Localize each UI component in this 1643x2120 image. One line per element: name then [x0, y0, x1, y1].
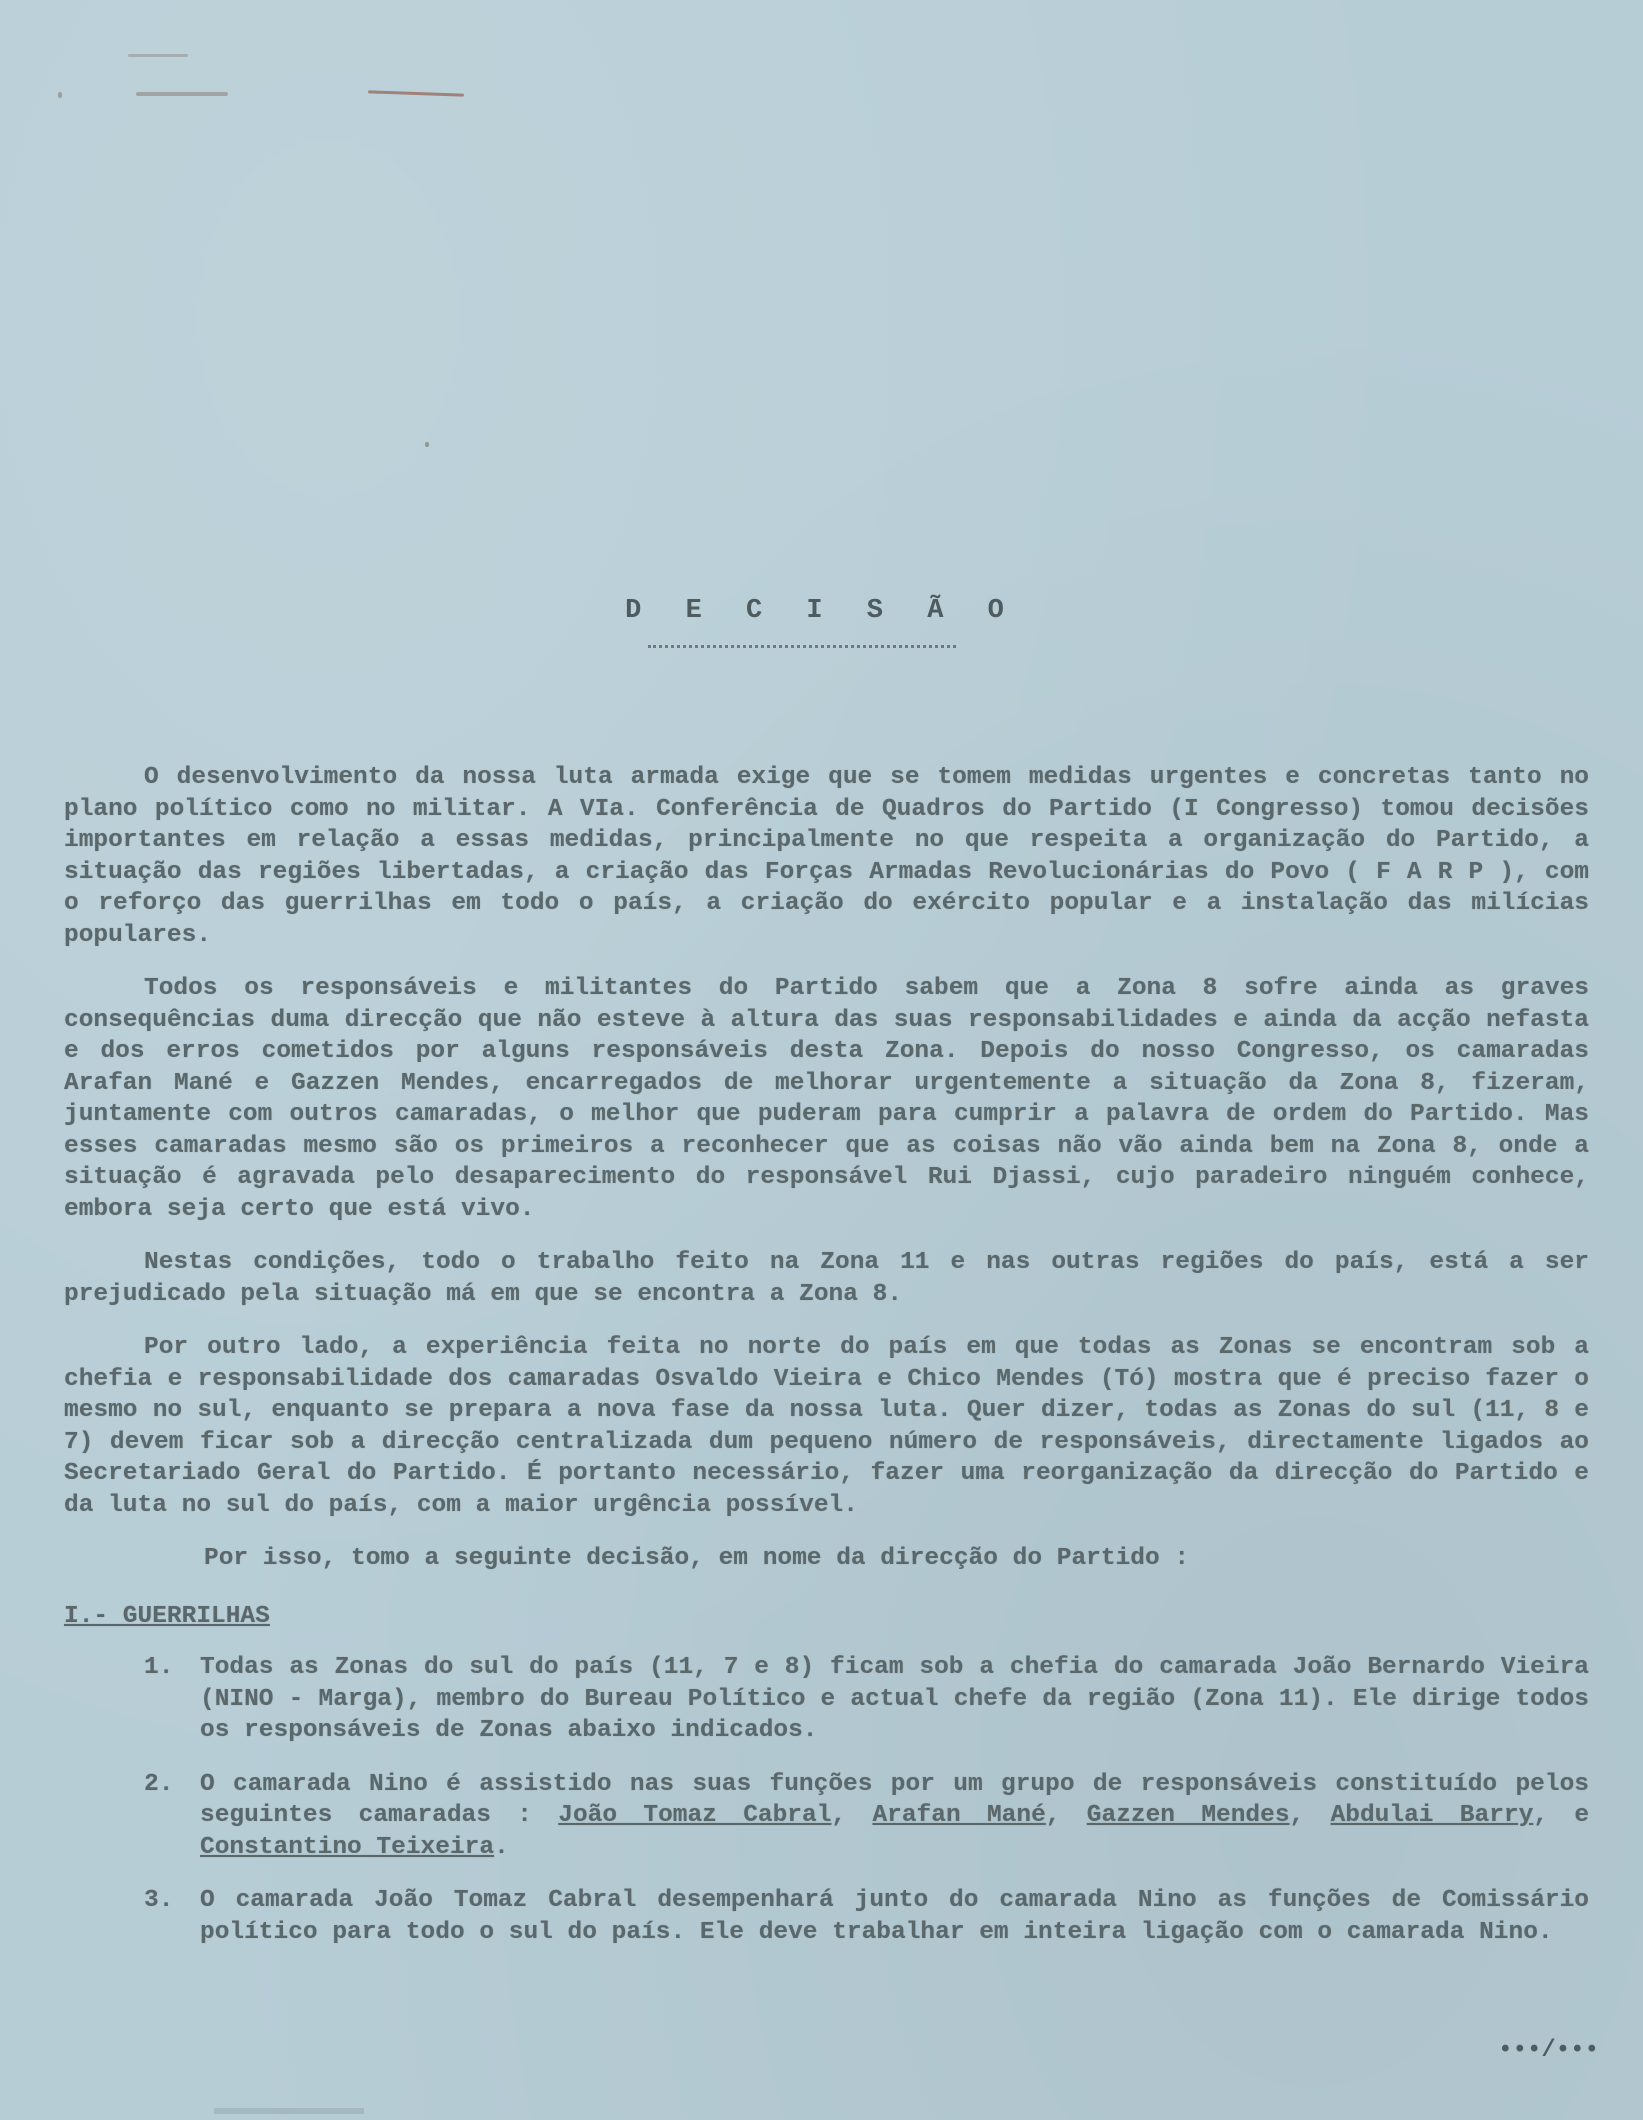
section-heading: I.- GUERRILHAS — [64, 1602, 270, 1630]
stray-mark — [58, 92, 62, 98]
member-name: João Tomaz Cabral — [558, 1802, 832, 1829]
item-number: 1. — [144, 1654, 174, 1681]
item-text-lead: O camarada Nino é assistido nas suas funções por um grupo de responsáveis constituído pelos seguintes camaradas : — [200, 1770, 1589, 1829]
member-name: Abdulai Barry — [1330, 1802, 1534, 1829]
name-separator: , — [831, 1802, 873, 1829]
item-end: . — [494, 1833, 509, 1861]
document-title: D E C I S Ã O — [625, 596, 1018, 626]
item-number: 3. — [144, 1887, 174, 1914]
member-name: Gazzen Mendes — [1086, 1802, 1290, 1829]
title-underline — [648, 645, 956, 648]
stray-mark — [128, 54, 188, 57]
item-number: 2. — [144, 1770, 174, 1798]
list-item — [144, 1652, 1589, 1747]
name-conjunction: , e — [1533, 1802, 1590, 1829]
list-item — [144, 1885, 1589, 1948]
member-name: Constantino Teixeira — [200, 1833, 495, 1861]
paragraph: Por outro lado, a experiência feita no norte do país em que todas as Zonas se encontram sob a chefia e responsabilidade dos camaradas Osvaldo Vieira e Chico Mendes (Tó) mostra que é preciso fazer o mesmo no sul, enquanto se prepara a nova fase da nossa luta. Quer dizer, todas as Zonas do sul (11, 8 e 7) devem ficar sob a direcção centralizada dum pequeno número de responsáveis, directamente ligados ao Secretariado Geral do Partido. É portanto necessário, fazer uma reorganização da direcção do Partido e da luta no sul do país, com a maior urgência possível. — [64, 1334, 1589, 1519]
item-text: Todas as Zonas do sul do país (11, 7 e 8) ficam sob a chefia do camarada João Bernardo Vieira (NINO - Marga), membro do Bureau Político e actual chefe da região (Zona 11). Ele dirige todos os responsáveis de Zonas abaixo indicados. — [200, 1654, 1589, 1744]
item-text — [200, 1769, 1589, 1864]
name-separator: , — [1045, 1802, 1087, 1829]
paragraph: Nestas condições, todo o trabalho feito na Zona 11 e nas outras regiões do país, está a ser prejudicado pela situação má em que se encontra a Zona 8. — [64, 1249, 1589, 1308]
stray-mark — [368, 90, 464, 96]
member-name: Arafan Mané — [872, 1802, 1046, 1829]
stray-mark — [136, 92, 228, 96]
name-separator: , — [1289, 1802, 1331, 1829]
continued-marker: •••/••• — [1498, 2037, 1599, 2064]
paragraph: Todos os responsáveis e militantes do Partido sabem que a Zona 8 sofre ainda as graves consequências duma direcção que não esteve à altura das suas responsabilidades e ainda da acção nefasta e dos erros cometidos por alguns responsáveis desta Zona. Depois do nosso Congresso, os camaradas Arafan Mané e Gazzen Mendes, encarregados de melhorar urgentemente a situação da Zona 8, fizeram, juntamente com outros camaradas, o melhor que puderam para cumprir a palavra de ordem do Partido. Mas esses camaradas mesmo são os primeiros a reconhecer que as coisas não vão ainda bem na Zona 8, onde a situação é agravada pelo desaparecimento do responsável Rui Djassi, cujo paradeiro ninguém conhece, embora seja certo que está vivo. — [64, 975, 1589, 1223]
stray-mark — [214, 2108, 364, 2114]
stray-mark — [425, 442, 429, 447]
document-body — [64, 762, 1589, 1970]
list-item — [144, 1769, 1589, 1864]
paragraph: O desenvolvimento da nossa luta armada exige que se tomem medidas urgentes e concretas tanto no plano político como no militar. A VIa. Conferência de Quadros do Partido (I Congresso) tomou decisões importantes em relação a essas medidas, principalmente no que respeita a organização do Partido, a situação das regiões libertadas, a criação das Forças Armadas Revolucionárias do Povo ( F A R P ), com o reforço das guerrilhas em todo o país, a criação do exército popular e a instalação das milícias populares. — [64, 764, 1589, 949]
item-text: O camarada João Tomaz Cabral desempenhará junto do camarada Nino as funções de Comissário político para todo o sul do país. Ele deve trabalhar em inteira ligação com o camarada Nino. — [200, 1887, 1589, 1946]
decision-intro: Por isso, tomo a seguinte decisão, em nome da direcção do Partido : — [204, 1545, 1190, 1572]
